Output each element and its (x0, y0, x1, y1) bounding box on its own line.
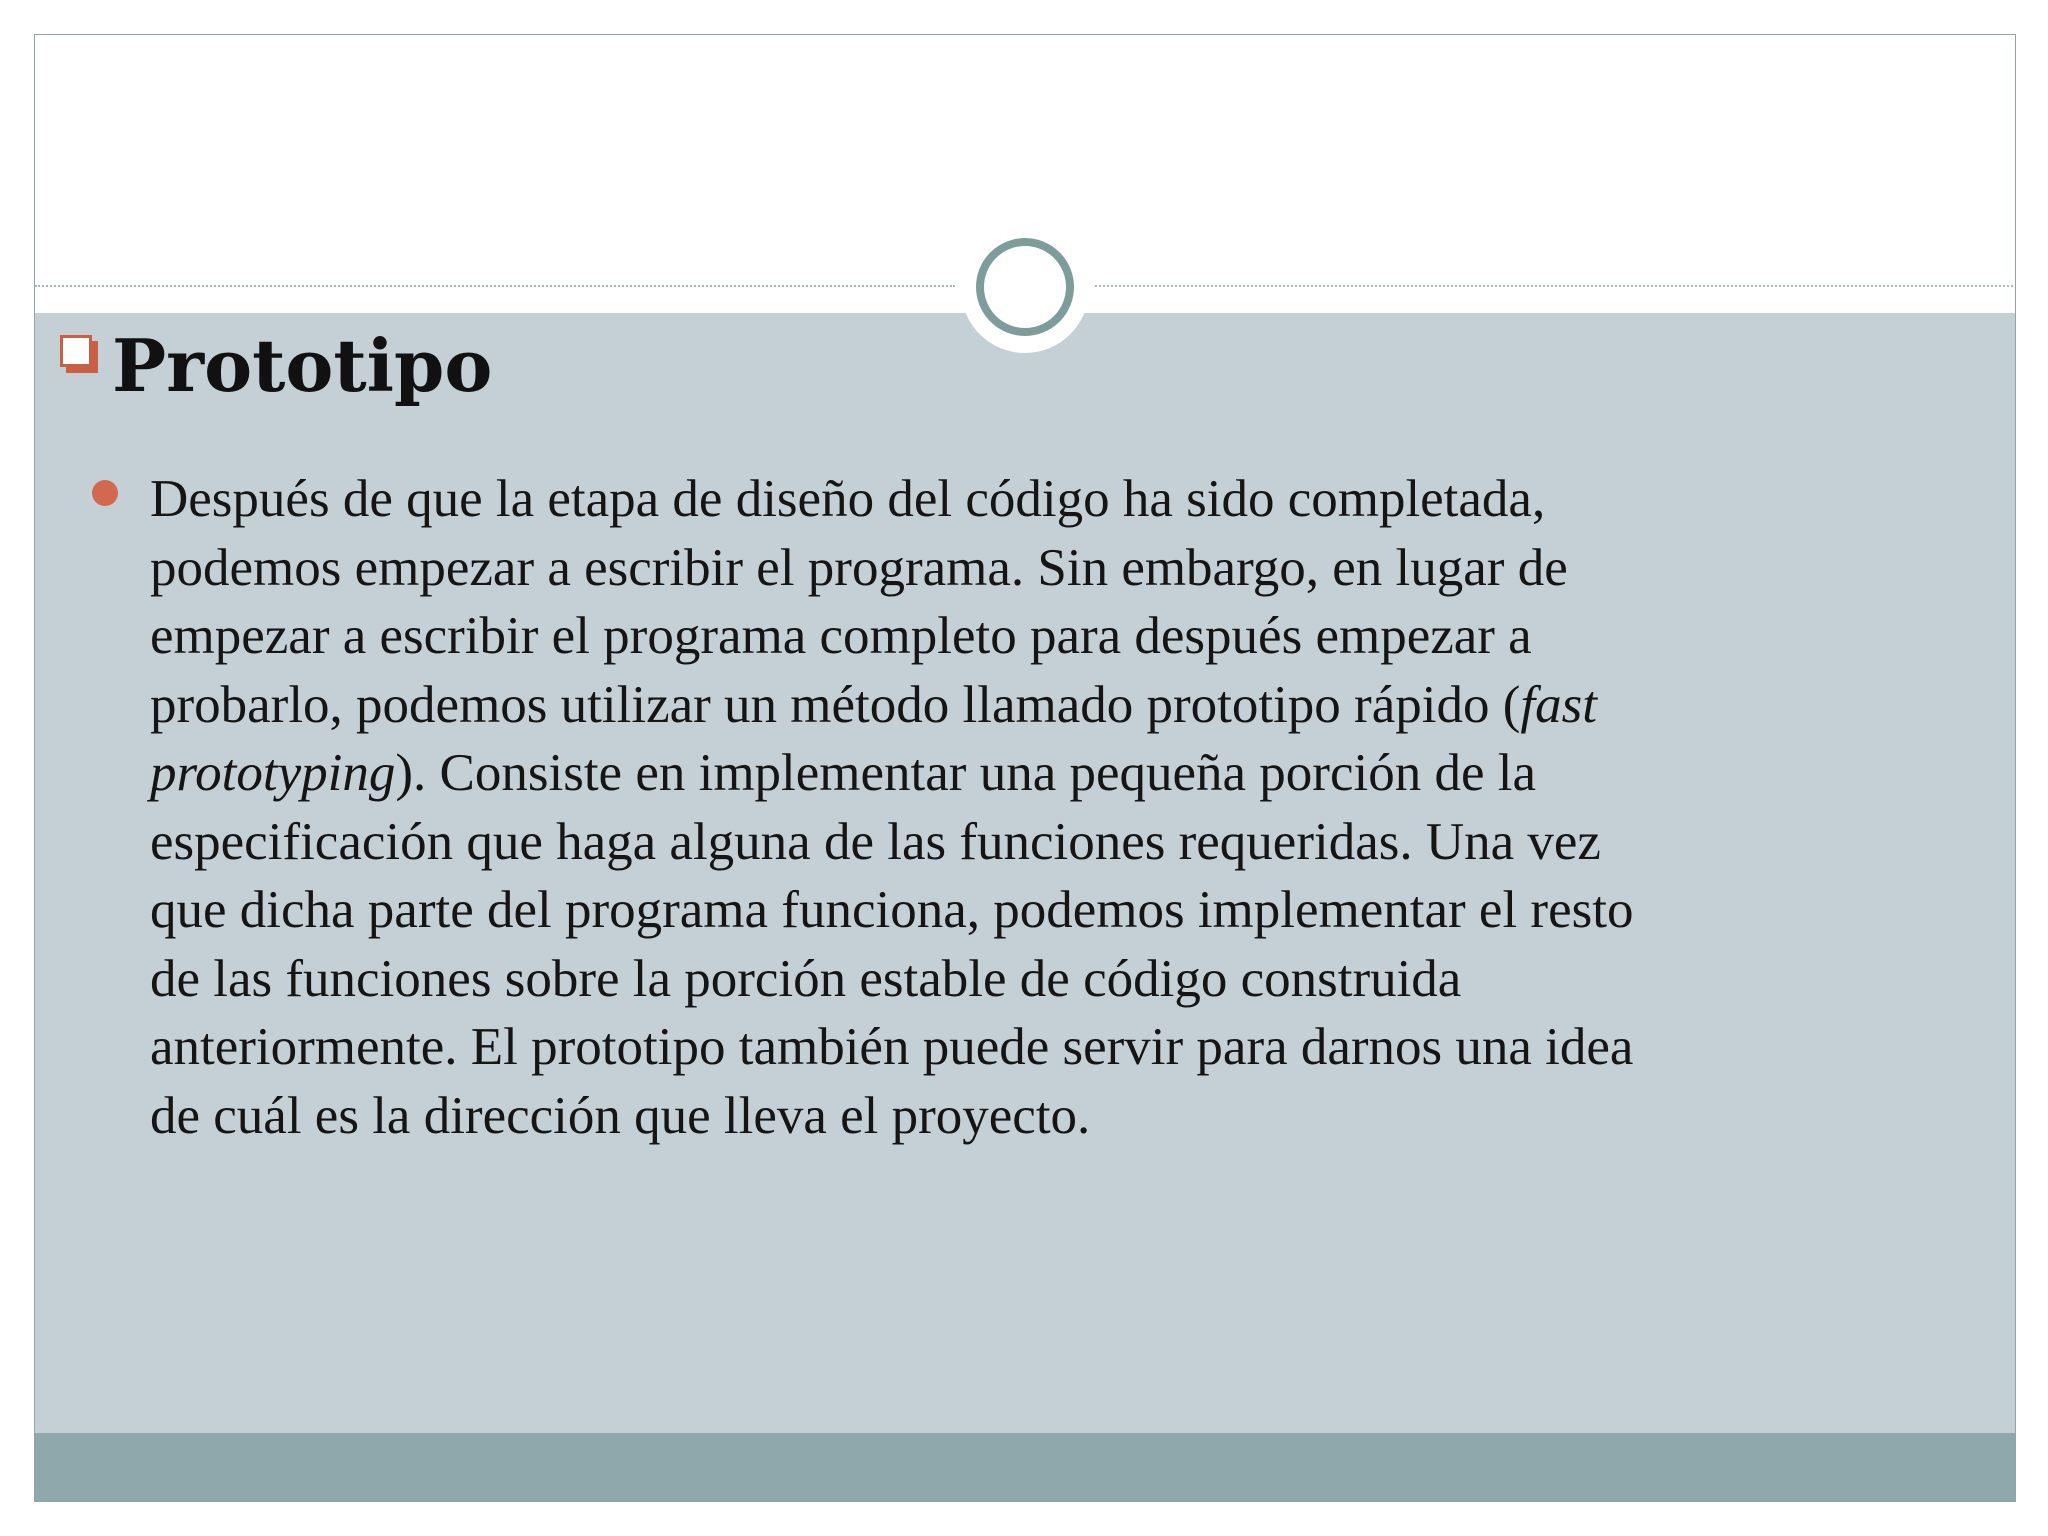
paragraph-line: de cuál es la dirección que lleva el proyecto. (150, 1086, 1091, 1145)
paragraph-line: que dicha parte del programa funciona, podemos implementar el resto (150, 881, 1634, 939)
round-bullet-icon (92, 480, 118, 506)
slide-heading (60, 323, 493, 408)
paragraph-line: prototyping). Consiste en implementar una pequeña porción de la (150, 744, 1536, 802)
heading-text: Prototipo (112, 323, 493, 408)
footer-band (35, 1433, 2015, 1502)
italic-term: fast (1520, 675, 1597, 734)
italic-term: prototyping (150, 744, 396, 802)
header-divider-left (35, 285, 955, 287)
paragraph-line: empezar a escribir el programa completo para después empezar a (150, 607, 1532, 665)
paragraph-line: especificación que haga alguna de las funciones requeridas. Una vez (150, 812, 1601, 871)
paragraph-line: Después de que la etapa de diseño del código ha sido completada, (150, 470, 1546, 528)
paragraph-line: anteriormente. El prototipo también puede servir para darnos una idea (150, 1018, 1634, 1076)
square-bullet-icon (60, 335, 100, 375)
paragraph-line: de las funciones sobre la porción estable de código construida (150, 949, 1462, 1008)
paragraph-line: podemos empezar a escribir el programa. Sin embargo, en lugar de (150, 538, 1568, 597)
bullet-paragraph (150, 465, 1960, 1150)
header-ornament (961, 225, 1089, 353)
circle-ring-icon (976, 238, 1074, 336)
paragraph-line: probarlo, podemos utilizar un método llamado prototipo rápido (fast (150, 675, 1597, 734)
header-divider-right (1095, 285, 2016, 287)
